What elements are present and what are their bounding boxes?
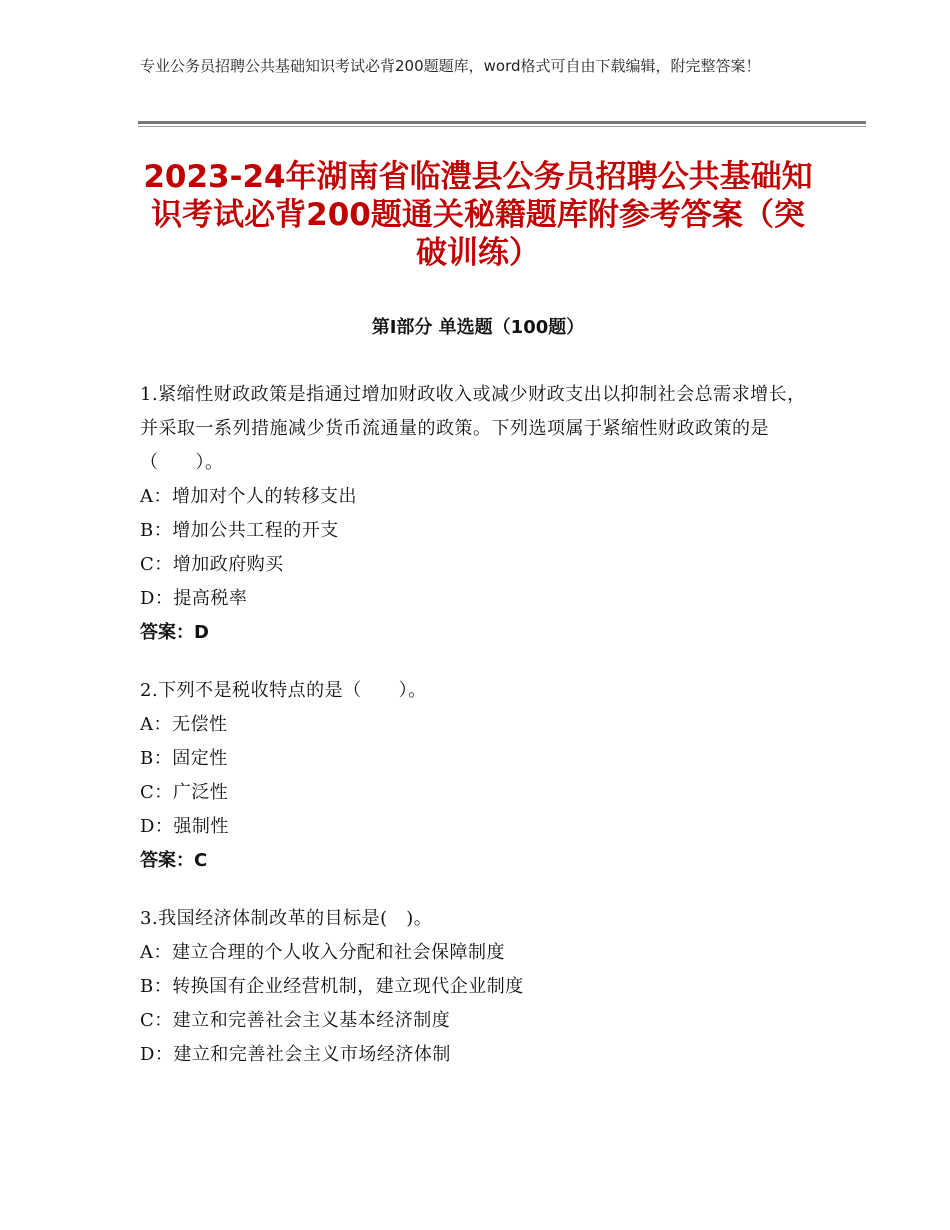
question-list	[140, 378, 820, 1096]
option-a: A：增加对个人的转移支出	[140, 486, 357, 507]
option-b: B：固定性	[140, 748, 228, 769]
option-d: D：提高税率	[140, 588, 248, 609]
header-divider-thin	[138, 126, 866, 127]
option-c: C：建立和完善社会主义基本经济制度	[140, 1010, 451, 1031]
option-a: A：无偿性	[140, 714, 228, 735]
question-stem: 1.紧缩性财政政策是指通过增加财政收入或减少财政支出以抑制社会总需求增长，并采取一系列措施减少货币流通量的政策。下列选项属于紧缩性财政政策的是（ ）。	[140, 384, 806, 473]
option-d: D：建立和完善社会主义市场经济体制	[140, 1044, 451, 1065]
option-c: C：增加政府购买	[140, 554, 284, 575]
header-note: 专业公务员招聘公共基础知识考试必背200题题库，word格式可自由下载编辑，附完整答案！	[140, 57, 761, 75]
question-stem: 3.我国经济体制改革的目标是( )。	[140, 908, 433, 929]
document-title: 2023-24年湖南省临澧县公务员招聘公共基础知识考试必背200题通关秘籍题库附参考答案（突破训练）	[143, 159, 813, 271]
option-b: B：增加公共工程的开支	[140, 520, 339, 541]
question-2	[140, 674, 820, 878]
question-stem: 2.下列不是税收特点的是（ ）。	[140, 680, 427, 701]
option-d: D：强制性	[140, 816, 229, 837]
option-b: B：转换国有企业经营机制，建立现代企业制度	[140, 976, 524, 997]
question-3	[140, 902, 820, 1072]
answer-line: 答案：C	[140, 850, 208, 871]
question-1	[140, 378, 820, 650]
option-c: C：广泛性	[140, 782, 229, 803]
answer-line: 答案：D	[140, 622, 209, 643]
header-divider	[138, 121, 866, 124]
option-a: A：建立合理的个人收入分配和社会保障制度	[140, 942, 505, 963]
section-heading: 第Ⅰ部分 单选题（100题）	[371, 317, 585, 338]
